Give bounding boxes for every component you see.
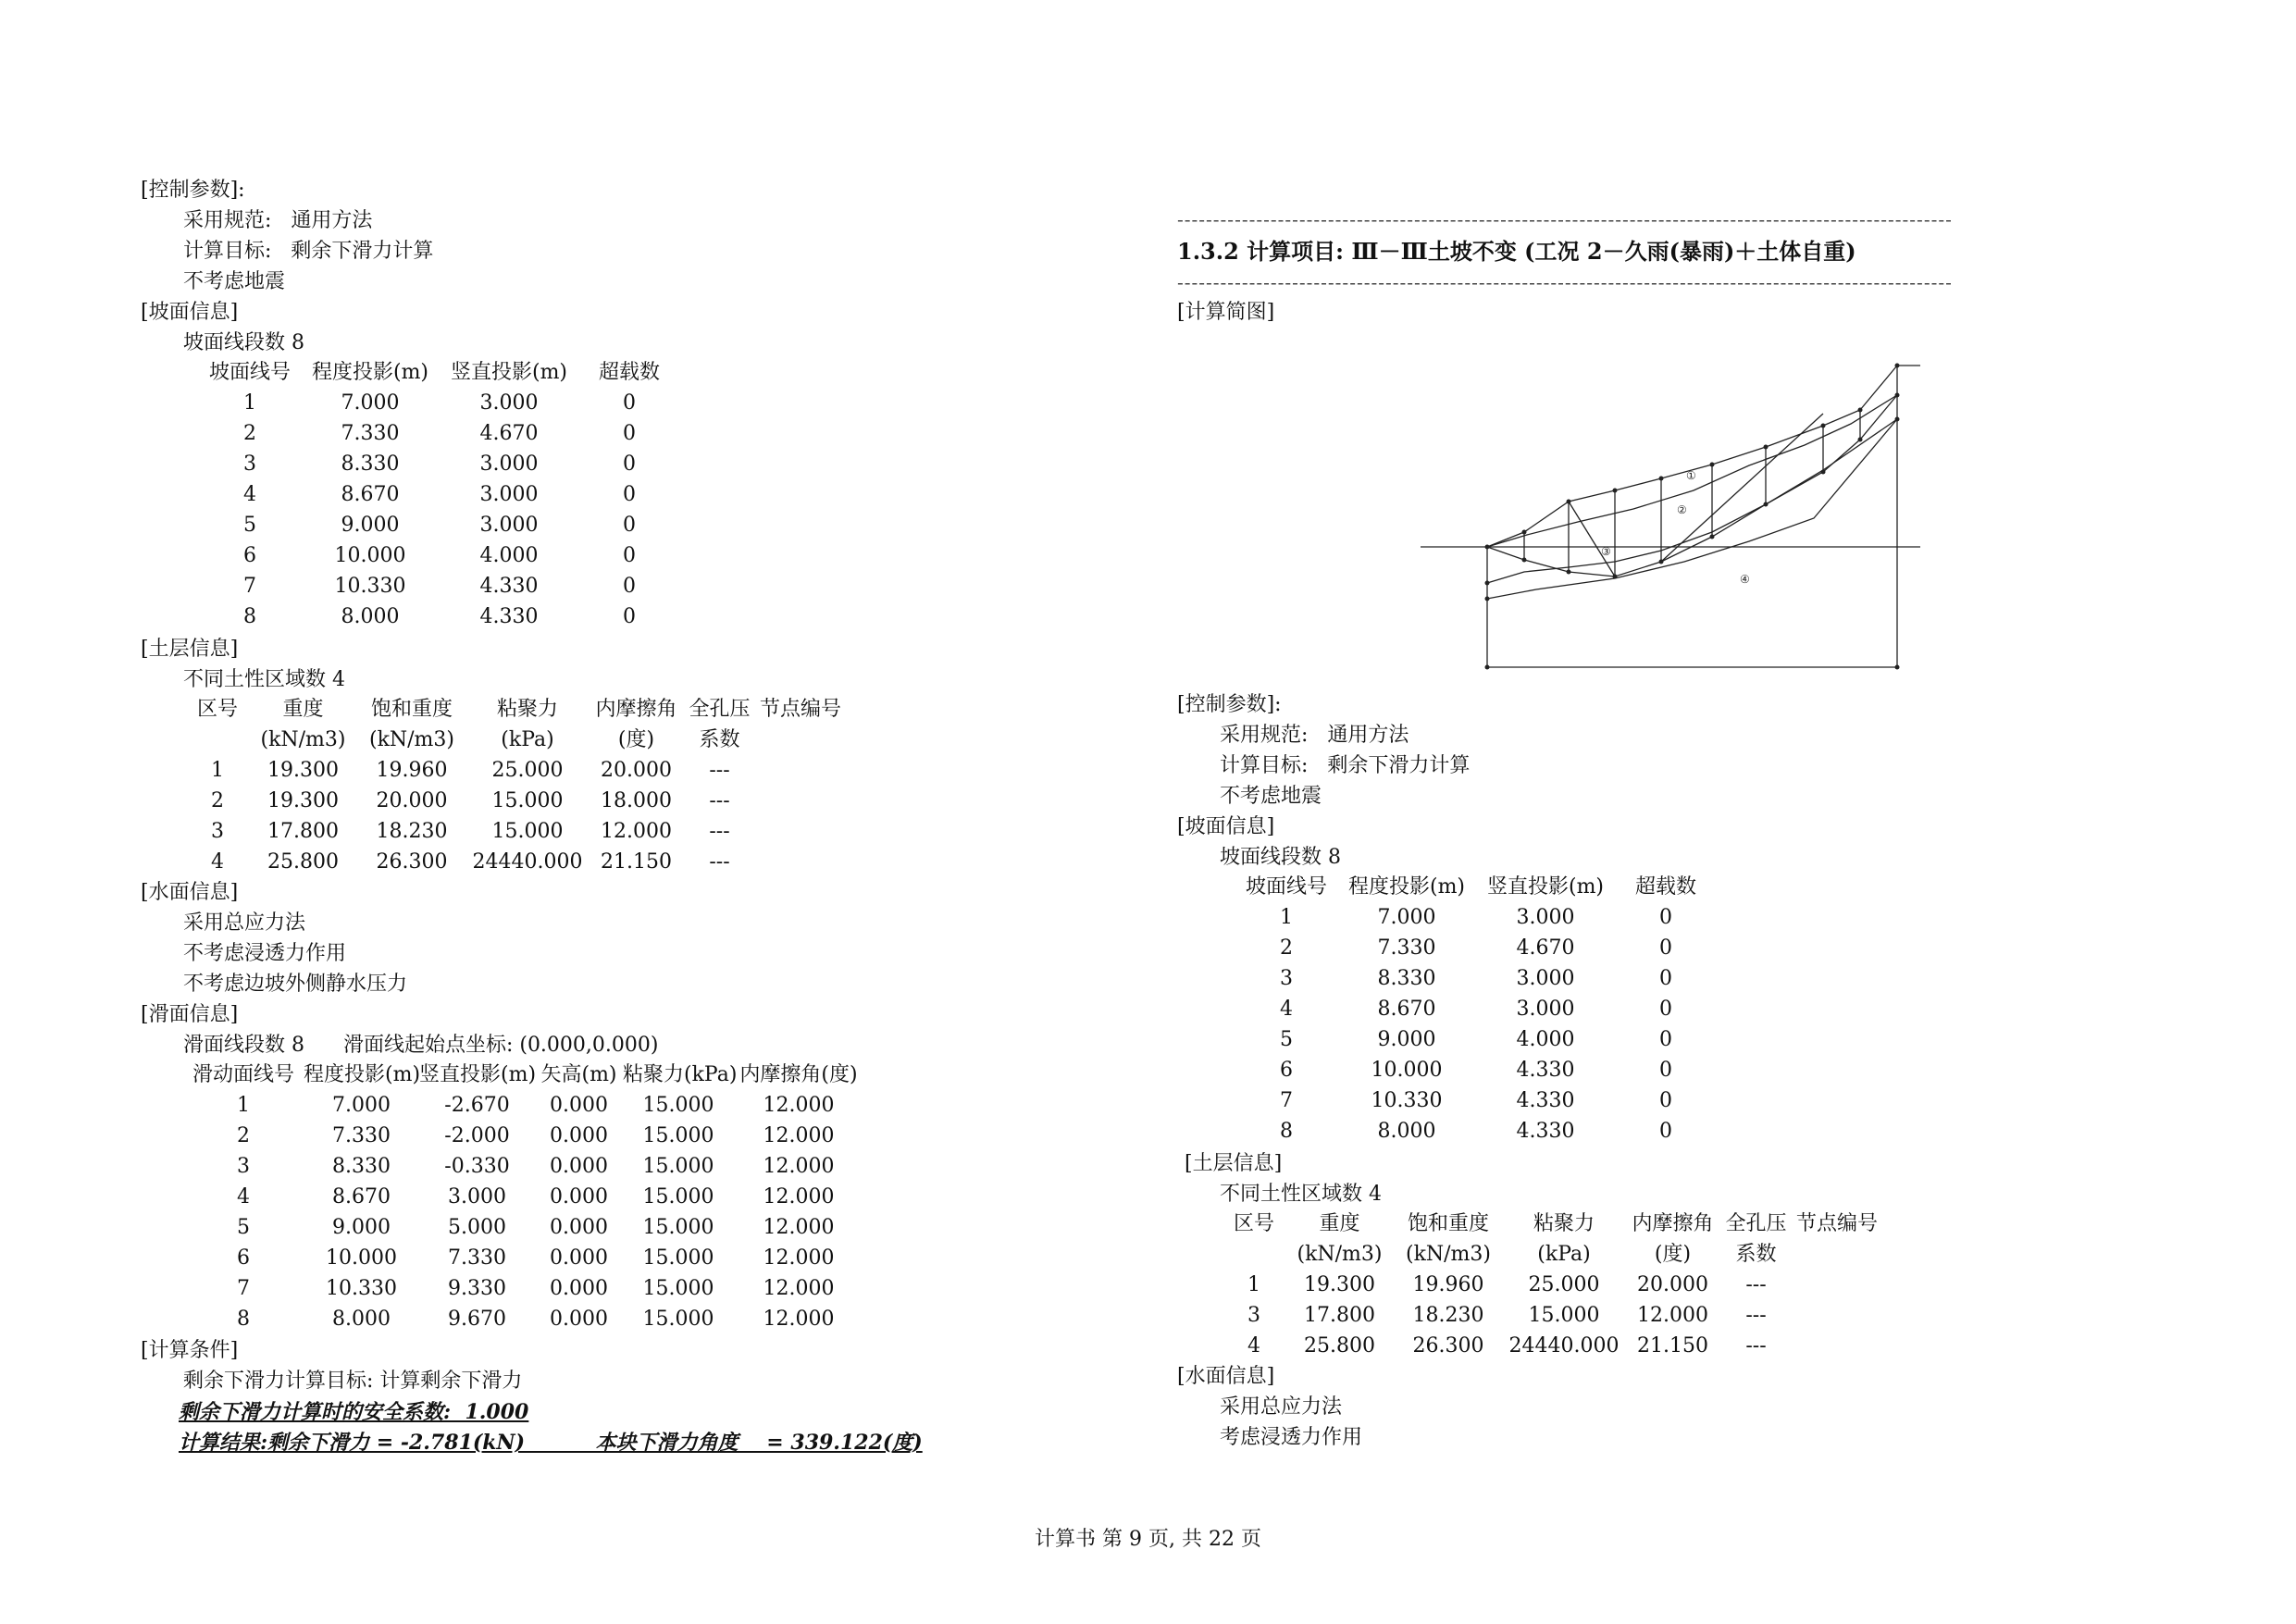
table-row — [183, 1243, 863, 1273]
table-cell: 12.000 — [763, 1246, 835, 1270]
table-cell: 3.000 — [479, 514, 539, 537]
table-row — [1235, 963, 1717, 994]
table-row — [185, 755, 847, 786]
table-cell: 0 — [1659, 1059, 1672, 1082]
table-cell: 25.000 — [1528, 1273, 1600, 1296]
table-cell: 8 — [237, 1308, 250, 1331]
table-cell: 12.000 — [763, 1155, 835, 1178]
table-cell: 15.000 — [642, 1185, 714, 1209]
table-cell: 8.000 — [341, 605, 400, 628]
unit-row — [1222, 1239, 1883, 1270]
table-cell: 8.330 — [341, 452, 400, 476]
water-header: [水面信息] — [1177, 1365, 1275, 1388]
table-row — [1222, 1270, 1883, 1300]
table-cell: 粘聚力(kPa) — [623, 1063, 738, 1086]
table-cell: 9.000 — [332, 1216, 391, 1239]
table-cell: 0 — [623, 483, 636, 506]
slope-diagram — [1416, 356, 1934, 680]
table-cell: 1 — [243, 391, 256, 415]
table-cell: (kPa) — [501, 728, 554, 751]
table-cell: 饱和重度 — [370, 698, 453, 721]
soil-table — [185, 694, 847, 877]
table-cell: 5 — [1280, 1028, 1293, 1051]
table-cell: 粘聚力 — [1533, 1212, 1595, 1235]
table-row — [199, 449, 680, 479]
table-row — [1235, 902, 1717, 933]
table-cell: 0.000 — [550, 1124, 608, 1147]
table-cell: 8.000 — [1377, 1120, 1436, 1143]
table-row — [183, 1182, 863, 1212]
control-line: 计算目标: 剩余下滑力计算 — [1220, 754, 1471, 777]
table-cell: 坡面线号 — [1245, 875, 1327, 899]
table-cell: 8.670 — [332, 1185, 391, 1209]
table-cell: 8.330 — [1377, 967, 1436, 990]
table-cell: 4.330 — [1516, 1120, 1575, 1143]
table-cell: 3.000 — [448, 1185, 506, 1209]
table-row — [199, 601, 680, 632]
soil-count: 不同土性区域数 4 — [1220, 1183, 1382, 1206]
slope-header: [坡面信息] — [1177, 815, 1275, 838]
soil-header: [土层信息] — [141, 638, 239, 661]
table-cell: 4 — [1247, 1334, 1260, 1357]
table-cell: 程度投影(m) — [1347, 875, 1466, 899]
table-cell: 0.000 — [550, 1185, 608, 1209]
calc-target: 剩余下滑力计算目标: 计算剩余下滑力 — [183, 1370, 523, 1393]
table-cell: 全孔压 — [1725, 1212, 1787, 1235]
table-cell: 15.000 — [491, 789, 564, 812]
table-row — [1222, 1331, 1883, 1361]
divider: ------------------------------------------------------------------------------------------------------------ — [1177, 208, 1953, 230]
table-cell: (kN/m3) — [1405, 1243, 1492, 1266]
table-cell: 4.670 — [1516, 936, 1575, 960]
control-line: 不考虑地震 — [1220, 785, 1322, 808]
table-cell: 竖直投影(m) — [1486, 875, 1605, 899]
table-cell: 10.000 — [326, 1246, 397, 1270]
table-cell: 2 — [237, 1124, 250, 1147]
table-cell — [1791, 1239, 1883, 1270]
table-cell: 4.330 — [479, 605, 539, 628]
table-cell: 0.000 — [550, 1155, 608, 1178]
table-cell: 滑动面线号 — [192, 1063, 294, 1086]
table-cell: 0 — [1659, 1120, 1672, 1143]
table-cell: --- — [709, 759, 730, 782]
soil-table — [1222, 1209, 1883, 1361]
table-cell: 12.000 — [763, 1124, 835, 1147]
table-cell: 4.670 — [479, 422, 539, 445]
table-cell: 4 — [237, 1185, 250, 1209]
table-cell: 19.300 — [1304, 1273, 1375, 1296]
zone-label: ③ — [1601, 545, 1611, 558]
table-cell: 3 — [211, 820, 224, 843]
table-cell: 6 — [243, 544, 256, 567]
slope-header: [坡面信息] — [141, 301, 239, 324]
table-row — [199, 540, 680, 571]
diagram-header: [计算简图] — [1177, 301, 1275, 324]
table-cell: 3.000 — [1516, 998, 1575, 1021]
table-cell: 节点编号 — [759, 698, 841, 721]
table-cell: 竖直投影(m) — [419, 1063, 537, 1086]
table-row — [183, 1212, 863, 1243]
table-cell: -2.670 — [444, 1094, 510, 1117]
table-cell: 8.670 — [1377, 998, 1436, 1021]
table-cell: 24440.000 — [472, 850, 583, 874]
table-row — [183, 1273, 863, 1304]
table-cell: (度) — [1654, 1243, 1692, 1266]
table-cell: --- — [709, 789, 730, 812]
table-cell: 超载数 — [598, 361, 660, 384]
table-cell: 0 — [1659, 967, 1672, 990]
table-cell: 15.000 — [642, 1308, 714, 1331]
calc-header: [计算条件] — [141, 1339, 239, 1362]
table-cell: 25.000 — [491, 759, 564, 782]
table-row — [1235, 1024, 1717, 1055]
table-cell: 19.300 — [267, 789, 339, 812]
table-row — [199, 571, 680, 601]
table-cell: 7.000 — [332, 1094, 391, 1117]
table-cell: 节点编号 — [1795, 1212, 1878, 1235]
table-cell — [1222, 1239, 1286, 1270]
divider: ------------------------------------------------------------------------------------------------------------ — [1177, 271, 1953, 293]
table-cell: 6 — [237, 1246, 250, 1270]
table-cell: 9.000 — [341, 514, 400, 537]
soil-header: [土层信息] — [1185, 1152, 1283, 1175]
table-cell: 7.330 — [1377, 936, 1436, 960]
header-row — [185, 694, 847, 725]
table-cell: 7 — [243, 575, 256, 598]
table-cell: 全孔压 — [689, 698, 751, 721]
safety-factor: 剩余下滑力计算时的安全系数: 1.000 — [179, 1400, 529, 1424]
table-cell: 0 — [1659, 998, 1672, 1021]
table-cell: 1 — [1247, 1273, 1260, 1296]
table-row — [199, 479, 680, 510]
table-cell: 8 — [243, 605, 256, 628]
table-row — [183, 1304, 863, 1334]
table-cell: 4 — [211, 850, 224, 874]
table-cell: 12.000 — [1637, 1304, 1708, 1327]
table-cell: 6 — [1280, 1059, 1293, 1082]
table-row — [1235, 994, 1717, 1024]
table-cell: 重度 — [1319, 1212, 1360, 1235]
table-cell: 21.150 — [601, 850, 672, 874]
table-cell: 重度 — [282, 698, 324, 721]
table-cell: 15.000 — [642, 1094, 714, 1117]
slip-header: [滑面信息] — [141, 1003, 239, 1026]
table-cell: 程度投影(m) — [304, 1063, 421, 1086]
table-cell: --- — [709, 820, 730, 843]
table-cell: 25.800 — [1304, 1334, 1375, 1357]
slip-count: 滑面线段数 8 滑面线起始点坐标: (0.000,0.000) — [183, 1034, 659, 1057]
table-cell: 8.670 — [341, 483, 400, 506]
table-cell: 0 — [1659, 1028, 1672, 1051]
table-cell: 24440.000 — [1508, 1334, 1620, 1357]
table-cell: 26.300 — [376, 850, 448, 874]
table-cell: 15.000 — [1528, 1304, 1600, 1327]
table-row — [185, 786, 847, 816]
water-line: 不考虑边坡外侧静水压力 — [183, 973, 408, 996]
table-cell: --- — [709, 850, 730, 874]
table-cell: 20.000 — [1637, 1273, 1708, 1296]
zone-label: ① — [1686, 469, 1696, 482]
table-cell: 0 — [623, 514, 636, 537]
water-line: 考虑浸透力作用 — [1220, 1426, 1363, 1449]
table-cell: 12.000 — [601, 820, 672, 843]
table-cell: 15.000 — [642, 1124, 714, 1147]
table-cell: (kN/m3) — [1297, 1243, 1383, 1266]
table-cell: 区号 — [1233, 1212, 1274, 1235]
water-line: 采用总应力法 — [1220, 1395, 1343, 1419]
table-cell: 内摩擦角 — [1632, 1212, 1714, 1235]
table-cell: 19.960 — [1412, 1273, 1484, 1296]
table-cell: 10.000 — [1371, 1059, 1443, 1082]
table-cell: 4.330 — [1516, 1089, 1575, 1112]
table-cell: 19.960 — [376, 759, 448, 782]
table-cell: 7.000 — [341, 391, 400, 415]
table-cell: 1 — [211, 759, 224, 782]
table-cell: 3.000 — [1516, 967, 1575, 990]
table-cell — [754, 725, 847, 755]
table-row — [183, 1090, 863, 1121]
slope-table — [1235, 872, 1717, 1147]
control-line: 采用规范: 通用方法 — [183, 209, 373, 232]
table-cell: 坡面线号 — [208, 361, 291, 384]
table-row — [1235, 1055, 1717, 1085]
table-cell: 0 — [1659, 906, 1672, 929]
table-cell: 5 — [237, 1216, 250, 1239]
table-cell: 10.330 — [1371, 1089, 1443, 1112]
table-cell: 区号 — [196, 698, 238, 721]
table-cell: --- — [1745, 1273, 1767, 1296]
table-cell: -2.000 — [444, 1124, 510, 1147]
table-cell: 7.330 — [341, 422, 400, 445]
table-cell: 26.300 — [1412, 1334, 1484, 1357]
table-row — [199, 510, 680, 540]
table-cell: 10.000 — [334, 544, 406, 567]
control-header: [控制参数]: — [1177, 693, 1282, 716]
table-cell: 内摩擦角(度) — [739, 1063, 858, 1086]
table-cell: 9.000 — [1377, 1028, 1436, 1051]
table-cell: 4.000 — [479, 544, 539, 567]
zone-label: ④ — [1740, 573, 1750, 586]
table-cell: 7 — [1280, 1089, 1293, 1112]
table-cell: 饱和重度 — [1407, 1212, 1489, 1235]
control-line: 不考虑地震 — [183, 270, 286, 293]
table-cell: 3 — [237, 1155, 250, 1178]
table-cell: 5.000 — [448, 1216, 506, 1239]
table-row — [185, 847, 847, 877]
table-cell: 矢高(m) — [540, 1063, 617, 1086]
table-cell: 20.000 — [601, 759, 672, 782]
zone-label: ② — [1677, 503, 1687, 516]
table-cell: 0.000 — [550, 1216, 608, 1239]
table-cell: 15.000 — [642, 1277, 714, 1300]
table-cell: 8.330 — [332, 1155, 391, 1178]
table-cell: 2 — [243, 422, 256, 445]
table-cell: 7.330 — [448, 1246, 506, 1270]
table-row — [183, 1121, 863, 1151]
table-cell: 系数 — [699, 728, 740, 751]
table-row — [1235, 1085, 1717, 1116]
table-cell: 0 — [623, 422, 636, 445]
header-row — [199, 357, 680, 388]
table-cell: 程度投影(m) — [311, 361, 429, 384]
table-cell: (kN/m3) — [368, 728, 455, 751]
table-cell: 0.000 — [550, 1277, 608, 1300]
control-line: 计算目标: 剩余下滑力计算 — [183, 240, 434, 263]
table-cell: 3 — [243, 452, 256, 476]
table-cell: 20.000 — [376, 789, 448, 812]
table-cell: 9.670 — [448, 1308, 506, 1331]
table-cell: 9.330 — [448, 1277, 506, 1300]
table-row — [199, 388, 680, 418]
table-cell: (kPa) — [1537, 1243, 1591, 1266]
table-cell: 1 — [237, 1094, 250, 1117]
table-cell: (度) — [617, 728, 655, 751]
table-row — [185, 816, 847, 847]
table-cell: 8.000 — [332, 1308, 391, 1331]
table-cell: 19.300 — [267, 759, 339, 782]
table-cell — [185, 725, 250, 755]
table-cell: 7.000 — [1377, 906, 1436, 929]
table-cell: 1 — [1280, 906, 1293, 929]
table-cell: 内摩擦角 — [595, 698, 677, 721]
table-cell: 15.000 — [642, 1155, 714, 1178]
table-cell: 10.330 — [334, 575, 406, 598]
table-cell: 0.000 — [550, 1308, 608, 1331]
table-cell: 15.000 — [642, 1216, 714, 1239]
table-cell: 2 — [1280, 936, 1293, 960]
table-cell: 25.800 — [267, 850, 339, 874]
slope-count: 坡面线段数 8 — [183, 331, 304, 354]
table-cell: 0 — [623, 605, 636, 628]
calc-result: 计算结果:剩余下滑力 = -2.781(kN) 本块下滑力角度 = 339.122(度) — [179, 1431, 923, 1455]
table-cell: 12.000 — [763, 1094, 835, 1117]
header-row — [1222, 1209, 1883, 1239]
water-header: [水面信息] — [141, 881, 239, 904]
control-header: [控制参数]: — [141, 179, 245, 202]
table-cell: 0 — [1659, 1089, 1672, 1112]
water-line: 采用总应力法 — [183, 911, 306, 935]
table-cell: 4.330 — [479, 575, 539, 598]
table-cell: 18.230 — [376, 820, 448, 843]
slope-count: 坡面线段数 8 — [1220, 846, 1341, 869]
page-footer: 计算书 第 9 页, 共 22 页 — [1035, 1528, 1261, 1551]
table-cell: 7.330 — [332, 1124, 391, 1147]
table-cell: 粘聚力 — [496, 698, 558, 721]
table-cell: -0.330 — [444, 1155, 510, 1178]
table-cell: 4.330 — [1516, 1059, 1575, 1082]
table-cell: 0 — [1659, 936, 1672, 960]
header-row — [1235, 872, 1717, 902]
slope-table — [199, 357, 680, 632]
table-cell: 15.000 — [642, 1246, 714, 1270]
table-row — [183, 1151, 863, 1182]
table-cell: 0.000 — [550, 1246, 608, 1270]
table-cell: 3.000 — [1516, 906, 1575, 929]
table-cell: 21.150 — [1637, 1334, 1708, 1357]
table-cell: 12.000 — [763, 1216, 835, 1239]
table-cell: 15.000 — [491, 820, 564, 843]
soil-count: 不同土性区域数 4 — [183, 668, 345, 691]
table-cell: 0 — [623, 544, 636, 567]
table-cell: 3 — [1280, 967, 1293, 990]
table-cell: 3.000 — [479, 452, 539, 476]
unit-row — [185, 725, 847, 755]
table-row — [1222, 1300, 1883, 1331]
table-cell: 7 — [237, 1277, 250, 1300]
table-cell: 0 — [623, 575, 636, 598]
water-line: 不考虑浸透力作用 — [183, 942, 347, 965]
table-cell: 12.000 — [763, 1308, 835, 1331]
table-cell: 4 — [243, 483, 256, 506]
table-cell: 超载数 — [1634, 875, 1696, 899]
table-cell: 竖直投影(m) — [450, 361, 568, 384]
table-cell: 8 — [1280, 1120, 1293, 1143]
table-cell: 17.800 — [1304, 1304, 1375, 1327]
table-cell: --- — [1745, 1304, 1767, 1327]
slip-table — [183, 1060, 863, 1334]
table-cell: --- — [1745, 1334, 1767, 1357]
table-cell: 0 — [623, 452, 636, 476]
table-cell: 4 — [1280, 998, 1293, 1021]
table-cell: 4.000 — [1516, 1028, 1575, 1051]
table-cell: 17.800 — [267, 820, 339, 843]
table-row — [1235, 933, 1717, 963]
table-cell: 18.000 — [601, 789, 672, 812]
table-cell: 5 — [243, 514, 256, 537]
table-cell: 0 — [623, 391, 636, 415]
table-cell: 3 — [1247, 1304, 1260, 1327]
control-line: 采用规范: 通用方法 — [1220, 724, 1409, 747]
table-row — [199, 418, 680, 449]
table-cell: 3.000 — [479, 391, 539, 415]
table-cell: (kN/m3) — [260, 728, 346, 751]
table-cell: 0.000 — [550, 1094, 608, 1117]
table-cell: 18.230 — [1412, 1304, 1484, 1327]
header-row — [183, 1060, 863, 1090]
table-row — [1235, 1116, 1717, 1147]
section-title: 1.3.2 计算项目: Ⅲ－Ⅲ土坡不变 (工况 2－久雨(暴雨)＋土体自重) — [1177, 238, 1856, 265]
table-cell: 3.000 — [479, 483, 539, 506]
table-cell: 2 — [211, 789, 224, 812]
table-cell: 10.330 — [326, 1277, 397, 1300]
table-cell: 系数 — [1735, 1243, 1777, 1266]
table-cell: 12.000 — [763, 1185, 835, 1209]
table-cell: 12.000 — [763, 1277, 835, 1300]
